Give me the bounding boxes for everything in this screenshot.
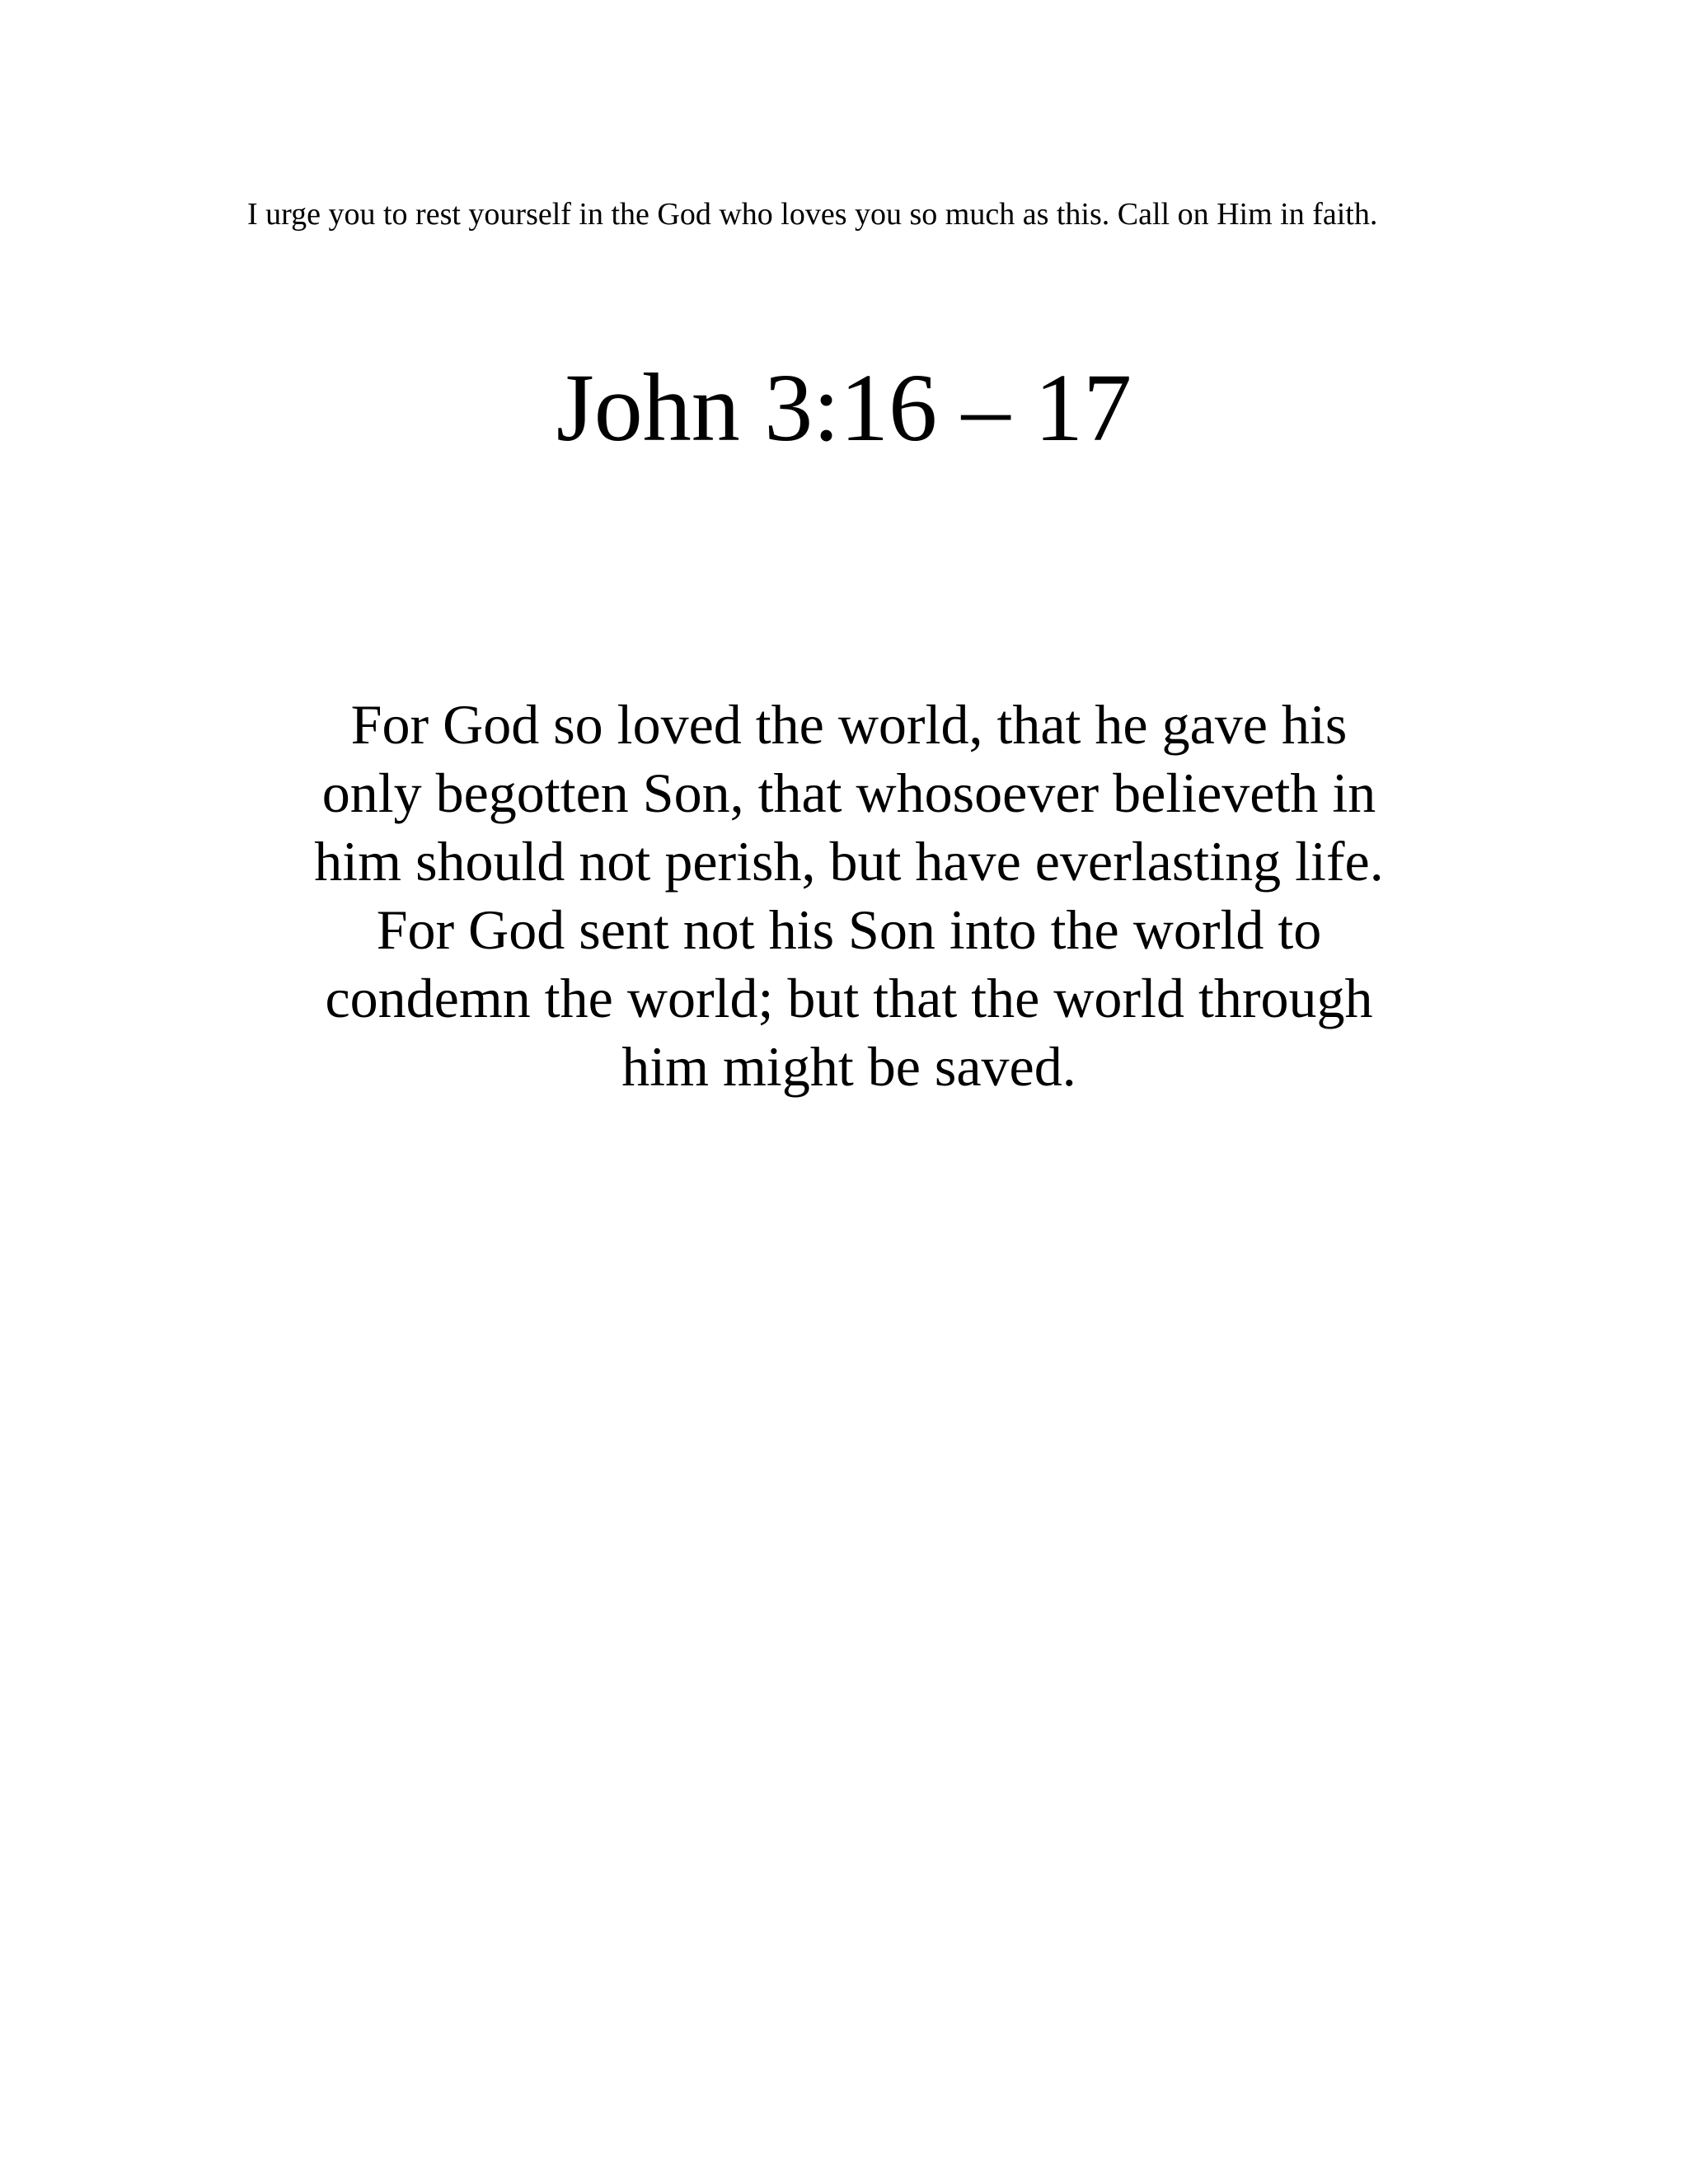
scripture-verse-text xyxy=(239,691,1459,1101)
scripture-reference-heading: John 3:16 – 17 xyxy=(556,354,1132,462)
intro-paragraph: I urge you to rest yourself in the God who loves you so much as this. Call on Him in faith. xyxy=(247,197,1378,232)
verse-line: only begotten Son, that whosoever believeth in xyxy=(321,762,1376,824)
verse-line: condemn the world; but that the world through xyxy=(325,967,1373,1029)
verse-line: him should not perish, but have everlasting life. xyxy=(314,830,1384,893)
verse-line: For God so loved the world, that he gave his xyxy=(350,693,1348,756)
verse-line: him might be saved. xyxy=(621,1035,1076,1098)
verse-line: For God sent not his Son into the world to xyxy=(376,898,1322,961)
